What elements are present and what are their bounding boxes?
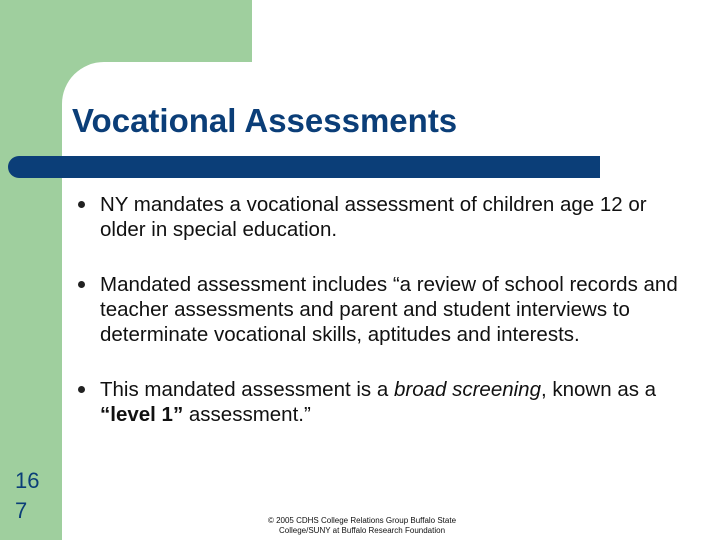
footer-line: © 2005 CDHS College Relations Group Buffalo State (267, 516, 457, 525)
bullet-item (78, 377, 678, 427)
bullet-list (78, 192, 678, 457)
slide-title: Vocational Assessments (72, 102, 458, 139)
bullet-dot-icon (78, 386, 85, 393)
bullet-text-segment: , known as a (540, 378, 657, 401)
bullet-text (100, 272, 678, 347)
bullet-item (78, 272, 678, 347)
bullet-text-segment: Mandated assessment includes “a review of school records and teacher assessments and parent and student interviews to determinate vocational skills, aptitudes and interests. (100, 273, 678, 346)
bullet-text-segment: assessment.” (183, 403, 311, 426)
bullet-dot-icon (78, 201, 85, 208)
bullet-text-bold: “level 1” (100, 403, 184, 426)
bullet-text-italic: broad screening (393, 378, 541, 401)
bullet-text (100, 192, 678, 242)
bullet-dot-icon (78, 281, 85, 288)
page-number-line: 16 (15, 468, 40, 493)
bullet-text-segment: This mandated assessment is a (100, 378, 394, 401)
bullet-text-segment: NY mandates a vocational assessment of children age 12 or older in special education. (100, 193, 647, 241)
slide-page-number (15, 466, 55, 526)
footer-line: College/SUNY at Buffalo Research Foundation (278, 526, 446, 535)
bullet-text (100, 377, 678, 427)
copyright-footer (232, 516, 492, 536)
page-number-line: 7 (15, 498, 28, 523)
title-underline-bar (8, 156, 600, 178)
bullet-item (78, 192, 678, 242)
